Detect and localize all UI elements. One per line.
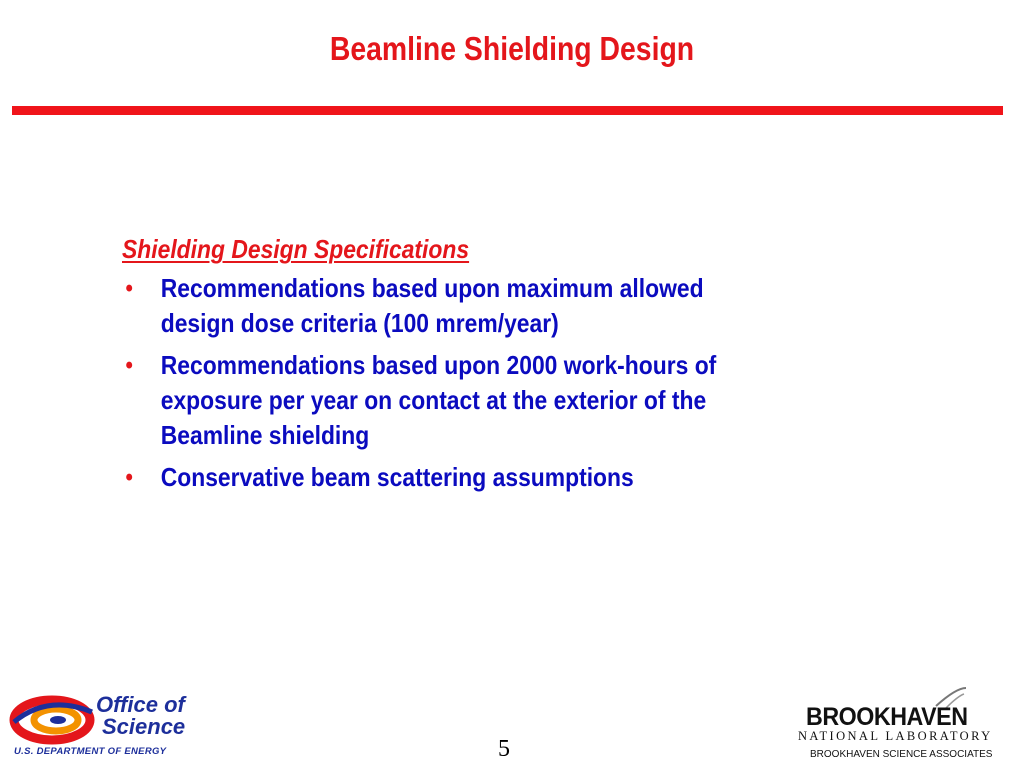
bnl-wordmark: BROOKHAVEN [806,703,968,731]
bullet-icon: • [125,464,133,491]
bnl-lab-name: NATIONAL LABORATORY [798,729,993,743]
doe-wordmark [96,694,185,738]
slide-content [122,232,902,502]
bullet-item [122,348,879,453]
bnl-associates: BROOKHAVEN SCIENCE ASSOCIATES [810,749,993,760]
bullet-icon: • [125,352,133,379]
bullet-text-line: Beamline shielding [160,420,370,450]
bullet-item [122,271,879,341]
bullet-text-line: Recommendations based upon 2000 work-hours of [160,350,717,380]
doe-line-2: Science [102,714,186,739]
title-divider [12,106,1003,115]
bullet-text-line: exposure per year on contact at the exterior of the [160,385,707,415]
page-number: 5 [498,736,510,762]
bullet-text-line: Recommendations based upon maximum allowed [160,273,704,303]
doe-line-1: Office of [96,692,185,717]
bullet-item [122,460,879,495]
bullet-list [122,271,879,495]
bullet-icon: • [125,275,133,302]
bullet-text-line: design dose criteria (100 mrem/year) [160,308,559,338]
slide-title: Beamline Shielding Design [329,30,695,67]
doe-subtitle: U.S. DEPARTMENT OF ENERGY [14,746,167,757]
section-heading: Shielding Design Specifications [122,234,470,264]
bullet-text-line: Conservative beam scattering assumptions [160,462,634,492]
